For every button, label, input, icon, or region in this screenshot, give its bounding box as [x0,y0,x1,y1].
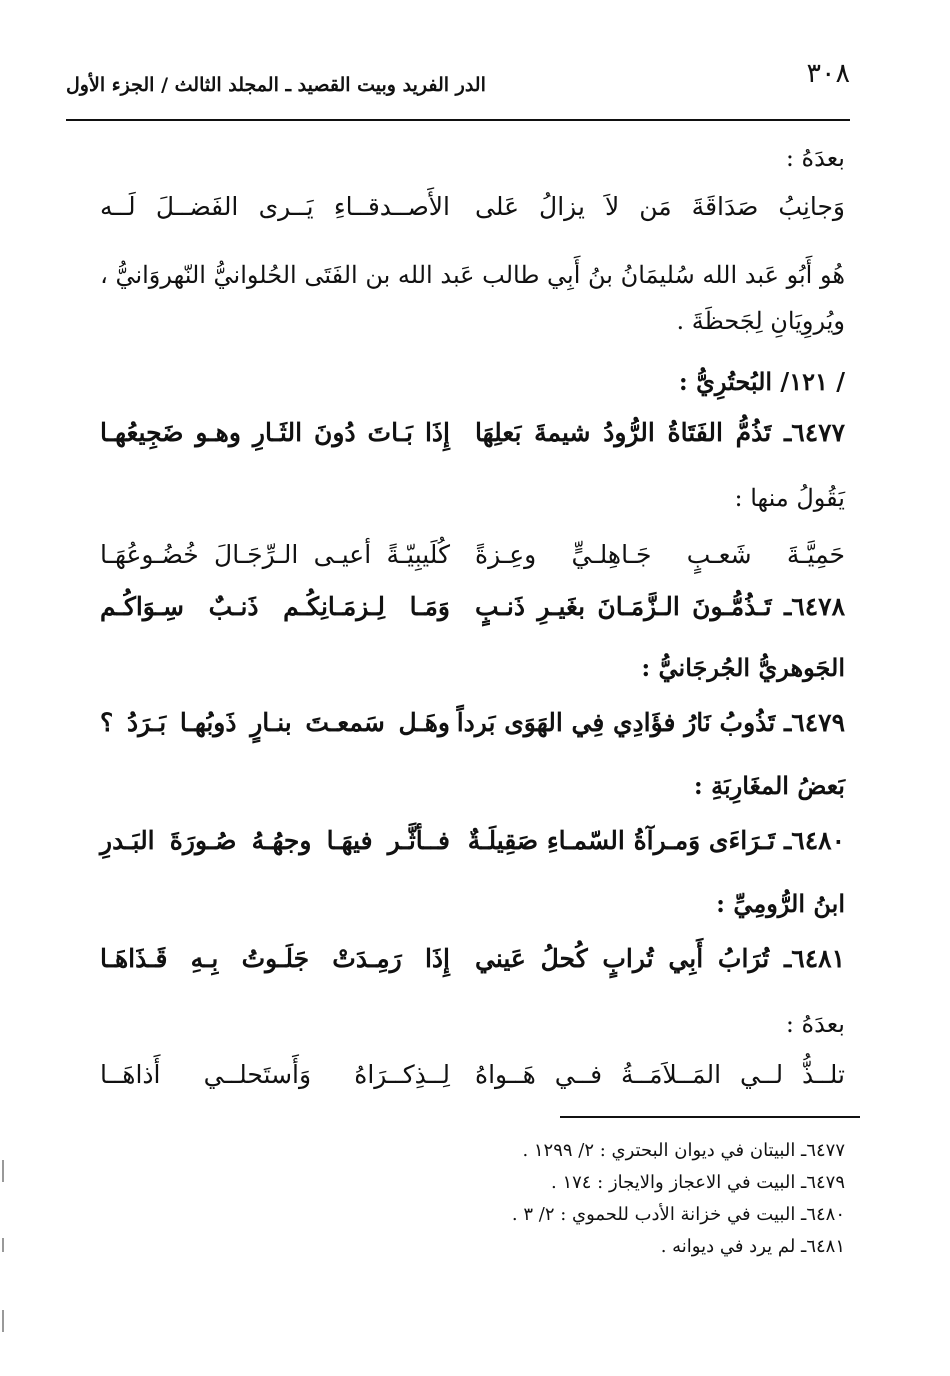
poet-heading: ابنُ الرُّومِيِّ : [716,889,845,918]
verse-first-hemistich: حَمِيَّـةَ شَعـبٍ جَـاهِلـيٍّ وعِـزةً [475,540,845,569]
footnote: ٦٤٧٧ـ البيتان في ديوان البحتري : ٢/ ١٢٩٩ . [522,1140,845,1161]
page-number: ٣٠٨ [806,58,850,89]
verse [100,1060,845,1108]
page-header [66,58,850,102]
intro-label: يَقُولُ منها : [734,484,845,512]
verse-first-hemistich: ٦٤٨٠ـ تَـرَاءَى وَمـرآةُ السّمـاءِ صَقِيلَـةٌ [467,826,845,855]
verse-first-hemistich: ٦٤٨١ـ تُرَابُ أَبِي تُرابٍ كُحلُ عَيني [475,944,845,973]
verse [100,192,845,240]
verse [100,592,845,640]
poet-heading: / ١٢١/ البُحتُرِيُّ : [678,367,845,396]
footnote: ٦٤٨٠ـ البيت في خزانة الأدب للحموي : ٢/ ٣ . [511,1204,845,1225]
verse [100,540,845,588]
poet-heading: بَعضُ المغَارِبَةِ : [693,771,845,800]
footnote-separator [560,1116,860,1118]
scan-edge-mark [2,1310,4,1332]
after-label: بعدَهُ : [785,144,845,172]
running-title: الدر الفريد وبيت القصيد ـ المجلد الثالث / الجزء الأول [66,74,486,96]
verse-second-hemistich: كُلَيبِيّـةً أعيـى الـرِّجَـالَ خُضُـوعُهَـا [100,540,450,569]
verse-second-hemistich: وهَـل سَمعـتَ بنـارٍ ذَوبُهـا بَـرَدُ ؟ [100,708,450,737]
poet-heading: الجَوهريُّ الجُرجَانيُّ : [641,653,845,682]
verse-first-hemistich: تلــذُّ لــي المَــلاَمَــةُ فــي هَــواهُ [475,1060,845,1089]
verse-first-hemistich: ٦٤٧٨ـ تَـذُمُّـونَ الـزَّمَـانَ بغَيـرِ ذَنـبٍ [475,592,845,621]
verse [100,944,845,992]
verse [100,826,845,874]
verse-first-hemistich: ٦٤٧٩ـ تَذُوبُ نَارُ فؤَادِي فِي الهَوَى بَرداً [456,708,845,737]
verse-second-hemistich: إِذَا رَمِـدَتْ جَلَـوتُ بِـهِ قَـذَاهَـا [100,944,450,973]
prose-paragraph: هُو أَبُو عَبد الله سُليمَانُ بنُ أَبِي طالب عَبد الله بن الفَتَى الحُلوانيُّ النّهروَانيُّ ، ويُروِيَانِ لِجَحظَةَ . [100,261,845,335]
verse-second-hemistich: فــأثَّـر فيهَـا وجهُـهُ صُـورَةَ البَـدرِ [100,826,450,855]
verse [100,418,845,466]
verse-first-hemistich: ٦٤٧٧ـ تَذُمُّ الفَتَاةُ الرُّودُ شيمةَ بَعلِهَا [475,418,845,447]
verse-second-hemistich: إِذَا بَـاتَ دُونَ الثَـارِ وهـو ضَجِيعُهـا [100,418,450,447]
verse-first-hemistich: وَجانِبُ صَدَاقَةَ مَن لاَ يزالُ عَلى [475,192,845,221]
scan-edge-mark [2,1160,4,1182]
verse-second-hemistich: الأَصــدقــاءِ يَــرى الفَضــلَ لَــه [100,192,450,221]
verse-second-hemistich: لِــذِكــرَاهُ وَأَستَحلــي أَذاهَــا [100,1060,450,1089]
after-label: بعدَهُ : [785,1010,845,1038]
verse-second-hemistich: وَمَـا لِـزمَـانِكُـم ذَنـبٌ سِـوَاكُـم [100,592,450,621]
header-rule [66,119,850,121]
footnote: ٦٤٧٩ـ البيت في الاعجاز والايجاز : ١٧٤ . [550,1172,845,1193]
verse [100,708,845,756]
footnote: ٦٤٨١ـ لم يرد في ديوانه . [660,1236,845,1257]
scan-edge-mark [2,1238,4,1252]
